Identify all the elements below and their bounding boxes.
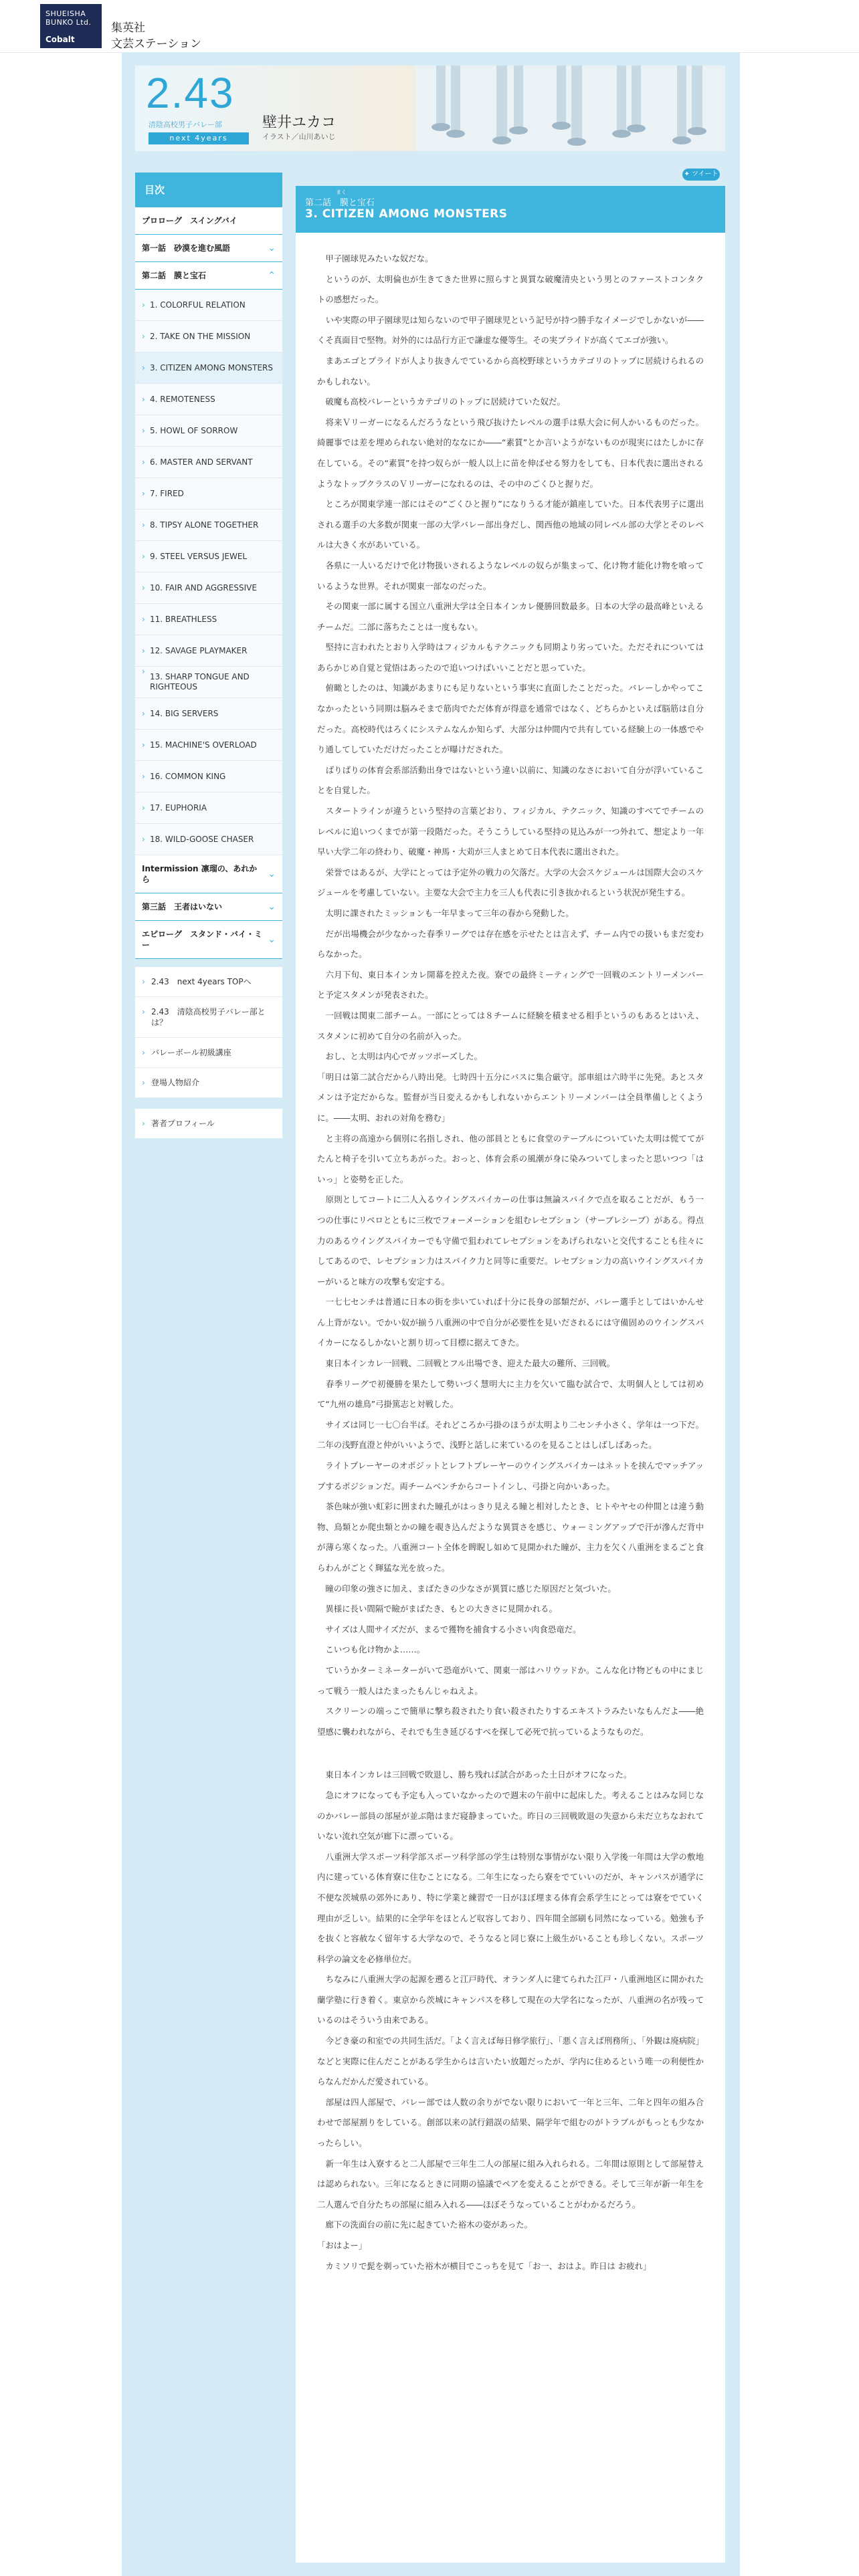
story-paragraph: 茶色味が強い虹彩に囲まれた瞳孔がはっきり見える瞳と相対したとき、ヒトやヤセの仲間とは違う動物、鳥類とか爬虫類とかの瞳を覗き込んだような異質さを感じ、ウォーミングアップで汗が滲んだ背中が薄ら寒くなった。八重洲コート全体を睥睨し如めて見開かれた瞳が、主力を欠く八重洲をまるごと食らわんがごとく輝猛な光を放った。 [317, 1501, 704, 1573]
toc-episode-10[interactable]: › 10. FAIR AND AGGRESSIVE [135, 572, 282, 604]
twitter-icon: ✦ [684, 171, 690, 178]
story-paragraph: ていうかターミネーターがいて恐竜がいて、関東一部はハリウッドか。こんな化け物どもの中にまじって戦う一般人はたまったもんじゃねえよ。 [317, 1665, 704, 1696]
site-name-line2: 文芸ステーション [111, 37, 201, 51]
toc-episode-13[interactable]: › 13. SHARP TONGUE AND RIGHTEOUS [135, 667, 282, 698]
toc-chapter-2[interactable] [135, 262, 282, 290]
story-paragraph: おし、と太明は内心でガッツポーズした。 [317, 1051, 482, 1062]
toc-title: 目次 [135, 173, 282, 207]
story-paragraph: 部屋は四人部屋で、バレー部では人数の余りがでない限りにおいて一年と三年、二年と四年の組み合わせで部屋割りをしている。創部以来の試行錯誤の結果、隔学年で組むのがトラブルがもっとも少なかったらしい。 [317, 2097, 704, 2149]
toc-episode-12[interactable]: › 12. SAVAGE PLAYMAKER [135, 635, 282, 667]
sidebar-profile [135, 1109, 282, 1138]
link-volleyball-basics[interactable]: › バレーボール初級講座 [135, 1038, 282, 1068]
toc-episode-14[interactable]: › 14. BIG SERVERS [135, 698, 282, 730]
banner-pill: next 4years [149, 132, 249, 144]
story-body [296, 233, 725, 2563]
site-header [0, 0, 859, 53]
banner-number: 2.43 [146, 69, 235, 117]
episode-title: 3. CITIZEN AMONG MONSTERS [305, 207, 508, 221]
story-paragraph: その関東一部に属する国立八重洲大学は全日本インカレ優勝回数最多。日本の大学の最高峰といえるチームだ。二部に落ちたことは一度もない。 [317, 601, 704, 632]
story-paragraph: 八重洲大学スポーツ科学部スポーツ科学部の学生は特別な事情がない限り入学後一年間は大学の敷地内に建っている体育寮に住むことになる。二年生になったら寮をでていいのだが、キャンパスが通学に不便な茨城県の郊外にあり、特に学業と練習で一日がほぼ埋まる体育会系学生にとっては寮をでていく理由が乏しい。結果的に全学年をほとんど収容しており、四年間全部刷も同然になっている。勉強も予を抜くと容赦なく留年する大学なので、そうなると同じ寮に上級生がいることも珍しくない。スポーツ科学の論文を必修単位だ。 [317, 1851, 704, 1964]
story-paragraph: 「明日は第二試合だから八時出発。七時四十五分にバスに集合厳守。部車組は六時半に先発。あとスタメンは予定だからな。監督が当日変えるかもしれないからエントリーメンバーは全員準備しとくように。――太明、おれの対角を務む」 [317, 1071, 704, 1123]
story-paragraph: 俯瞰としたのは、知識があまりにも足りないという事実に直面したことだった。バレーしかやってこなかったという同期は脳みそまで筋肉でただ体育が得意を通常ではなく、どちらかといえば脳筋は自分だった。高校時代はろくにシステムなんか知らず、大部分は仲間内で共有している経験上の一体感でやり通してしていただけだったことが曝けだされた。 [317, 683, 704, 755]
chevron-down-icon[interactable]: ⌄ [268, 869, 276, 879]
story-paragraph: 東日本インカレは三回戦で敗退し、勝ち残れば試合があった土日がオフになった。 [317, 1769, 632, 1780]
link-about-club[interactable]: › 2.43 清陰高校男子バレー部とは？ [135, 997, 282, 1038]
section-break [317, 1742, 704, 1765]
toc-episode-3[interactable]: › 3. CITIZEN AMONG MONSTERS [135, 352, 282, 384]
story-paragraph: カミソリで髭を剃っていた裕木が横目でこっちを見て「お一、おはよ。昨日は お疲れ」 [317, 2260, 652, 2271]
toc-episode-16[interactable]: › 16. COMMON KING [135, 761, 282, 792]
story-paragraph: スタートラインが違うという堅持の言葉どおり、フィジカル、テクニック、知識のすべてでチームのレベルに追いつくまでが第一段階だった。そうこうしている堅持の見込みが一つ外れて、想定より一年早い大学二年の終わり、破魔・神馬・大苅が三人まとめて日本代表に選出された。 [317, 806, 704, 857]
story-paragraph: 東日本インカレ一回戦、二回戦とフル出場でき、迎えた最大の難所、三回戦。 [317, 1358, 615, 1369]
tweet-button[interactable] [682, 169, 720, 181]
story-paragraph: というのが、太明倫也が生きてきた世界に照らすと異質な破魔清央という男とのファーストコンタクトの感想だった。 [317, 274, 704, 305]
site-name[interactable] [111, 20, 201, 52]
story-paragraph: スクリーンの端っこで簡単に撃ち殺されたり食い殺されたりするエキストラみたいなもんだよ――絶望感に襲われながら、それでも生き延びるすべを探して必死で抗っているようなものだ。 [317, 1706, 704, 1737]
toc-episode-11[interactable]: › 11. BREATHLESS [135, 604, 282, 635]
story-paragraph: 廊下の洗面台の前に先に起きていた裕木の姿があった。 [317, 2220, 533, 2230]
publisher-logo[interactable] [40, 4, 102, 48]
series-banner[interactable] [135, 66, 725, 151]
toc-episode-15[interactable]: › 15. MACHINE'S OVERLOAD [135, 730, 282, 761]
banner-illustration [416, 66, 725, 151]
story-paragraph: ライトプレーヤーのオポジットとレフトプレーヤーのウイングスパイカーはネットを挟んでマッチアップするポジションだ。両チームベンチからコートインし、弓掛と向かいあった。 [317, 1461, 704, 1491]
sidebar [135, 173, 282, 1138]
story-paragraph: こいつも化け物かよ……。 [317, 1644, 425, 1655]
toc-chapter-3[interactable] [135, 893, 282, 921]
toc-chapter-label: 第二話 膜と宝石 [142, 271, 207, 280]
link-author-profile[interactable]: › 著者プロフィール [135, 1109, 282, 1138]
story-paragraph: まあエゴとプライドが人より抜きんでているから高校野球というカテゴリのトップに居続けられるのかもしれない。 [317, 355, 704, 387]
sidebar-links [135, 967, 282, 1098]
story-paragraph: 新一年生は入寮すると二人部屋で三年生二人の部屋に組み入れられる。二年間は原則として部屋替えは認められない。三年になるときに同期の協議でペアを変えることができる。そして三年が新一年生を二人選んで自分たちの部屋に組み入れる――ほぼそうなっていることがわかるだろう。 [317, 2158, 704, 2210]
story-paragraph: ところが関東学連一部にはその“ごくひと握り”になりうる才能が鎮座していた。日本代表男子に選出される選手の大多数が関東一部の大学バレー部出身だし、関西他の地域の同レベル部の大学とそのレベルは大きく水があいている。 [317, 499, 704, 550]
banner-illustrator: イラスト／山川あいじ [262, 132, 336, 141]
chevron-down-icon[interactable]: ⌄ [268, 901, 276, 912]
story-paragraph: 急にオフになっても予定も入っていなかったので週末の午前中に起床した。考えることはみな同じなのかバレー部員の部屋が並ぶ階はまだ寝静まっていた。昨日の三回戦敗退の失意から未だ立ちなおれていない流れ空気が廊下に漂っている。 [317, 1790, 704, 1842]
story-paragraph: 一七七センチは普通に日本の街を歩いていれば十分に長身の部類だが、バレー選手としてはいかんせん上背がない。でかい奴が揃う八重洲の中で自分が必要性を見いだされるには守備固めのウイングスパイカーになるしかないと割り切って目標に据えてきた。 [317, 1297, 704, 1348]
toc-episode-7[interactable]: › 7. FIRED [135, 478, 282, 510]
story-paragraph: だが出場機会が少なかった春季リーグでは存在感を示せたとは言えず、チーム内での扱いもまだ変わらなかった。 [317, 928, 704, 960]
chevron-up-icon[interactable]: ⌃ [268, 270, 276, 281]
toc-chapter-1[interactable] [135, 235, 282, 262]
toc-episode-2[interactable]: › 2. TAKE ON THE MISSION [135, 321, 282, 352]
story-paragraph: 太明に課されたミッションも一年早まって三年の春から発動した。 [317, 908, 574, 918]
toc-episode-9[interactable]: › 9. STEEL VERSUS JEWEL [135, 541, 282, 572]
banner-subtitle: 清陰高校男子バレー部 [149, 120, 222, 129]
chapter-label: 第二話 膜と宝石 [305, 198, 375, 208]
story-paragraph: 破魔も高校バレーというカテゴリのトップに居続けていた奴だ。 [317, 397, 565, 407]
story-paragraph: 異様に長い間隔で瞼がまばたき、もとの大きさに見開かれる。 [317, 1604, 557, 1614]
story-paragraph: 各県に一人いるだけで化け物扱いされるようなレベルの奴らが集まって、化け物才能化け物を喰っているような世界。それが関東一部なのだった。 [317, 560, 704, 591]
link-characters[interactable]: › 登場人物紹介 [135, 1068, 282, 1098]
story-paragraph: 堅持に言われたとおり入学時はフィジカルもテクニックも同期より劣っていた。ただそれについてはあらかじめ自覚と覚悟はあったので追いつけばいいことだと思っていた。 [317, 642, 704, 673]
story-paragraph: 瞳の印象の強さに加え、まばたきの少なさが異質に感じた原因だと気づいた。 [317, 1583, 616, 1594]
toc-chapter-label: エピローグ スタンド・バイ・ミー [142, 930, 263, 950]
chapter-ruby: まく [336, 189, 347, 195]
main-content [296, 165, 725, 2563]
story-paragraph: と主将の高遠から個別に名指しされ、他の部員とともに食堂のテーブルについていた太明は慌ててがたんと椅子を引いて立ちあがった。おっと、体育会系の風潮が身に染みついてしまったと思いつつ「はいっ」と姿勢を正した。 [317, 1133, 704, 1184]
story-paragraph: 栄誉ではあるが、大学にとっては予定外の戦力の欠落だ。大学の大会スケジュールは国際大会のスケジュールを考慮していない。主要な大会で主力を三人も代表に引き抜かれるという状況が発生する。 [317, 867, 704, 898]
story-paragraph: 今どき豪の和室での共同生活だ。「よく言えば毎日修学旅行」、「悪く言えば刑務所」、「外観は廃病院」などと実際に住んだことがある学生からは言いたい放題だったが、学内に住めるという唯一の利便性からなんだかんだ愛されている。 [317, 2036, 704, 2087]
toc-episode-5[interactable]: › 5. HOWL OF SORROW [135, 415, 282, 447]
share-row [296, 165, 725, 183]
story-paragraph: ちなみに八重洲大学の起源を遡ると江戸時代、オランダ人に建てられた江戸・八重洲地区に開かれた蘭学塾に行き着く。東京から茨城にキャンパスを移して現在の大学名になったが、八重洲の名が残っているのはそういう由来である。 [317, 1974, 704, 2026]
link-series-top[interactable]: › 2.43 next 4years TOPへ [135, 967, 282, 997]
banner-author: 壁井ユカコ [262, 114, 337, 131]
story-paragraph: 一回戦は関東二部チーム。一部にとっては８チームに経験を積ませる相手というのもあるとはいえ、スタメンに初めて自分の名前が入った。 [317, 1010, 704, 1041]
toc-chapter-label: 第一話 砂漠を進む風語 [142, 243, 231, 253]
story-paragraph: サイズは同じ一七〇台半ば。それどころか弓掛のほうが太明より二センチ小さく、学年は一つ下だ。二年の浅野直澄と仲がいいようで、浅野と話しに来ているのを見ることはしばしばあった。 [317, 1419, 704, 1451]
story-paragraph: 将来Ｖリーガーになるんだろうなという飛び抜けたレベルの選手は県大会に何人かいるものだった。綺麗事では差を埋められない絶対的ななにか――“素質”とか言いようがないものが現実にはたしかに存在している。その“素質”を持つ奴らが一般人以上に苗を伸ばせる努力をしても、日本代表に選出されるようなトップクラスのＶリーガーになれるのは、その中のごくひと握りだ。 [317, 417, 704, 489]
toc-episode-4[interactable]: › 4. REMOTENESS [135, 384, 282, 415]
story-paragraph: 六月下旬、東日本インカレ開幕を控えた夜。寮での最終ミーティングで一回戦のエントリーメンバーと予定スタメンが発表された。 [317, 969, 704, 1000]
story-paragraph: 「おはよー」 [317, 2240, 367, 2250]
toc-episode-18[interactable]: › 18. WILD-GOOSE CHASER [135, 824, 282, 855]
table-of-contents [135, 207, 282, 959]
story-paragraph: 原則としてコートに二人入るウイングスパイカーの仕事は無論スパイクで点を取ることだが、もう一つの仕事にリベロとともに三枚でフォーメーションを組むレセプション（サーブレシーブ）がある。得点力のあるウイングスパイカーでも守備で狙われてレセプションをあげられないと交代することも往々にしてあるので、レセプション力はスパイク力と同等に重要だ。レセプション力の高いウイングスパイカーがいると味方の攻撃も安定する。 [317, 1194, 704, 1287]
toc-episode-8[interactable]: › 8. TIPSY ALONE TOGETHER [135, 510, 282, 541]
toc-chapter-label: 第三話 王者はいない [142, 902, 223, 911]
story-paragraph: いや実際の甲子園球児は知らないので甲子園球児という記号が持つ勝手なイメージでしかないが――くそ真面目で堅物。対外的には品行方正で謙虚な優等生。その実プライドが高くてエゴが強い。 [317, 314, 704, 346]
story-paragraph: ばりばりの体育会系部活動出身ではないという違い以前に、知識のなさにおいて自分が浮いていることを自覚した。 [317, 764, 704, 796]
logo-text-bottom: Cobalt [45, 35, 75, 44]
chapter-header [296, 186, 725, 233]
story-paragraph: 甲子園球児みたいな奴だな。 [317, 253, 434, 263]
tweet-label: ツイート [692, 171, 719, 178]
toc-chapter-intermission[interactable] [135, 855, 282, 893]
story-paragraph: サイズは人間サイズだが、まるで獲物を捕食する小さい肉食恐竜だ。 [317, 1624, 581, 1634]
toc-episode-17[interactable]: › 17. EUPHORIA [135, 792, 282, 824]
toc-episode-6[interactable]: › 6. MASTER AND SERVANT [135, 447, 282, 478]
toc-chapter-label: プロローグ スイングバイ [142, 216, 237, 225]
chevron-down-icon[interactable]: ⌄ [268, 934, 276, 945]
toc-episode-1[interactable]: › 1. COLORFUL RELATION [135, 290, 282, 321]
site-name-line1: 集英社 [111, 21, 145, 35]
chevron-down-icon[interactable]: ⌄ [268, 243, 276, 253]
toc-chapter-label: Intermission 凛瑠の、あれから [142, 864, 258, 884]
story-paragraph: 春季リーグで初優勝を果たして勢いづく慧明大に主力を欠いて臨む試合で、太明個人としては初めて“九州の雄鳥”弓掛篤志と対戦した。 [317, 1378, 704, 1410]
logo-text-top: SHUEISHA BUNKO Ltd. [45, 9, 92, 27]
toc-chapter-prologue[interactable] [135, 207, 282, 235]
toc-chapter-epilogue[interactable] [135, 921, 282, 959]
